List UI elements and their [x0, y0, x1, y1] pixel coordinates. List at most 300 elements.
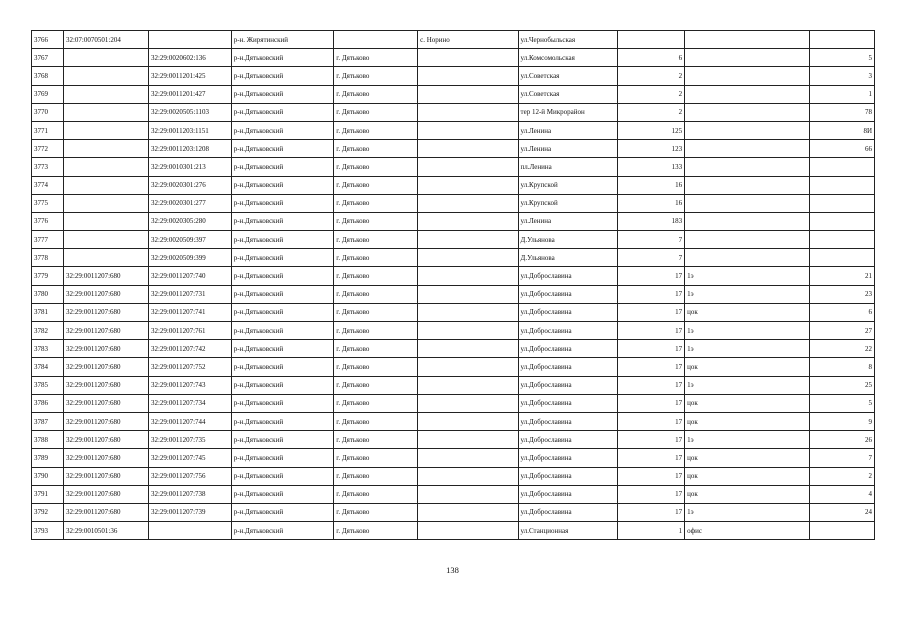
cell-row-index: 3770 — [32, 103, 64, 121]
cell-district: р-н.Дятьковский — [231, 376, 334, 394]
cell-cadastral-number: 32:29:0011207:756 — [148, 467, 231, 485]
cell-cadastral-parent: 32:29:0011207:680 — [63, 503, 148, 521]
cell-cadastral-number: 32:29:0011207:740 — [148, 267, 231, 285]
cell-cadastral-parent: 32:29:0011207:680 — [63, 267, 148, 285]
cell-street: ул.Доброславина — [518, 394, 617, 412]
cell-street: ул.Крупской — [518, 176, 617, 194]
cell-district: р-н.Дятьковский — [231, 503, 334, 521]
cell-cadastral-parent: 32:29:0010501:36 — [63, 522, 148, 540]
cell-city: г. Дятьково — [334, 249, 418, 267]
cell-street: Д.Ульянова — [518, 231, 617, 249]
cell-district: р-н.Дятьковский — [231, 412, 334, 430]
cell-locality — [418, 231, 518, 249]
cell-floor: 1э — [685, 285, 810, 303]
cell-house-number: 2 — [617, 103, 684, 121]
cell-street: ул.Доброславина — [518, 412, 617, 430]
cell-district: р-н.Дятьковский — [231, 431, 334, 449]
cell-floor: цок — [685, 358, 810, 376]
cell-district: р-н.Дятьковский — [231, 249, 334, 267]
cell-cadastral-number: 32:29:0011207:742 — [148, 340, 231, 358]
cell-floor: цок — [685, 394, 810, 412]
cell-row-index: 3782 — [32, 322, 64, 340]
cell-district: р-н. Жирятинский — [231, 31, 334, 49]
cell-apartment-number: 78 — [809, 103, 874, 121]
cell-floor: 1э — [685, 503, 810, 521]
cell-city: г. Дятьково — [334, 85, 418, 103]
cell-street: ул.Ленина — [518, 212, 617, 230]
cell-city — [334, 31, 418, 49]
table-row — [32, 485, 875, 503]
cell-cadastral-parent — [63, 249, 148, 267]
cell-locality — [418, 340, 518, 358]
cell-house-number: 17 — [617, 303, 684, 321]
cell-floor: цок — [685, 449, 810, 467]
cell-apartment-number: 21 — [809, 267, 874, 285]
cell-apartment-number: 27 — [809, 322, 874, 340]
cell-district: р-н.Дятьковский — [231, 140, 334, 158]
cell-city: г. Дятьково — [334, 67, 418, 85]
table-row — [32, 176, 875, 194]
table-row — [32, 412, 875, 430]
cell-cadastral-number: 32:29:0011207:752 — [148, 358, 231, 376]
cell-cadastral-number: 32:29:0011207:735 — [148, 431, 231, 449]
cell-city: г. Дятьково — [334, 467, 418, 485]
cell-locality — [418, 176, 518, 194]
cell-floor: цок — [685, 412, 810, 430]
cell-floor — [685, 176, 810, 194]
cell-city: г. Дятьково — [334, 376, 418, 394]
cell-apartment-number — [809, 158, 874, 176]
cell-house-number: 133 — [617, 158, 684, 176]
cell-floor: цок — [685, 303, 810, 321]
register-table — [31, 30, 875, 540]
cell-cadastral-number: 32:29:0011207:743 — [148, 376, 231, 394]
cell-cadastral-parent: 32:29:0011207:680 — [63, 285, 148, 303]
cell-house-number: 17 — [617, 285, 684, 303]
cell-cadastral-parent — [63, 140, 148, 158]
cell-apartment-number: 7 — [809, 449, 874, 467]
cell-apartment-number: 5 — [809, 394, 874, 412]
cell-row-index: 3786 — [32, 394, 64, 412]
table-row — [32, 340, 875, 358]
cell-apartment-number: 6 — [809, 303, 874, 321]
cell-apartment-number — [809, 522, 874, 540]
cell-district: р-н.Дятьковский — [231, 340, 334, 358]
table-row — [32, 358, 875, 376]
cell-row-index: 3788 — [32, 431, 64, 449]
table-row — [32, 449, 875, 467]
cell-house-number: 17 — [617, 340, 684, 358]
cell-cadastral-number: 32:29:0011203:1151 — [148, 121, 231, 139]
cell-cadastral-number — [148, 31, 231, 49]
cell-locality — [418, 522, 518, 540]
cell-apartment-number: 5 — [809, 49, 874, 67]
cell-row-index: 3783 — [32, 340, 64, 358]
cell-floor — [685, 49, 810, 67]
cell-cadastral-number: 32:29:0011201:425 — [148, 67, 231, 85]
cell-district: р-н.Дятьковский — [231, 121, 334, 139]
cell-city: г. Дятьково — [334, 212, 418, 230]
table-row — [32, 194, 875, 212]
cell-apartment-number: 26 — [809, 431, 874, 449]
cell-row-index: 3773 — [32, 158, 64, 176]
table-row — [32, 249, 875, 267]
cell-locality — [418, 431, 518, 449]
cell-row-index: 3791 — [32, 485, 64, 503]
cell-cadastral-number: 32:29:0011207:738 — [148, 485, 231, 503]
cell-cadastral-number: 32:29:0011207:745 — [148, 449, 231, 467]
cell-apartment-number: 8 — [809, 358, 874, 376]
cell-apartment-number — [809, 194, 874, 212]
cell-house-number: 1 — [617, 522, 684, 540]
table-row — [32, 431, 875, 449]
cell-house-number: 2 — [617, 67, 684, 85]
cell-street: ул.Доброславина — [518, 267, 617, 285]
cell-row-index: 3785 — [32, 376, 64, 394]
cell-cadastral-parent: 32:29:0011207:680 — [63, 412, 148, 430]
cell-city: г. Дятьково — [334, 522, 418, 540]
cell-house-number: 16 — [617, 194, 684, 212]
cell-cadastral-parent: 32:29:0011207:680 — [63, 376, 148, 394]
table-row — [32, 394, 875, 412]
cell-house-number: 125 — [617, 121, 684, 139]
table-row — [32, 503, 875, 521]
cell-row-index: 3778 — [32, 249, 64, 267]
cell-locality — [418, 322, 518, 340]
cell-house-number: 7 — [617, 249, 684, 267]
cell-house-number: 17 — [617, 394, 684, 412]
cell-locality — [418, 412, 518, 430]
cell-locality — [418, 194, 518, 212]
cell-house-number: 2 — [617, 85, 684, 103]
cell-row-index: 3779 — [32, 267, 64, 285]
cell-floor: цок — [685, 485, 810, 503]
cell-apartment-number: 8И — [809, 121, 874, 139]
cell-street: ул.Доброславина — [518, 340, 617, 358]
cell-cadastral-number: 32:29:0011207:731 — [148, 285, 231, 303]
cell-locality — [418, 358, 518, 376]
cell-cadastral-parent — [63, 231, 148, 249]
cell-street: ул.Крупской — [518, 194, 617, 212]
cell-city: г. Дятьково — [334, 340, 418, 358]
cell-house-number: 17 — [617, 485, 684, 503]
cell-row-index: 3781 — [32, 303, 64, 321]
cell-street: ул.Доброславина — [518, 449, 617, 467]
cell-row-index: 3789 — [32, 449, 64, 467]
cell-house-number: 17 — [617, 267, 684, 285]
cell-locality — [418, 376, 518, 394]
cell-street: ул.Советская — [518, 85, 617, 103]
cell-city: г. Дятьково — [334, 194, 418, 212]
cell-cadastral-parent — [63, 158, 148, 176]
cell-cadastral-parent: 32:29:0011207:680 — [63, 431, 148, 449]
cell-city: г. Дятьково — [334, 303, 418, 321]
cell-street: ул.Доброславина — [518, 503, 617, 521]
cell-row-index: 3771 — [32, 121, 64, 139]
cell-district: р-н.Дятьковский — [231, 67, 334, 85]
cell-cadastral-parent — [63, 103, 148, 121]
cell-floor — [685, 212, 810, 230]
cell-cadastral-parent — [63, 212, 148, 230]
cell-district: р-н.Дятьковский — [231, 231, 334, 249]
table-row — [32, 31, 875, 49]
cell-street: тер 12-й Микрорайон — [518, 103, 617, 121]
cell-house-number: 183 — [617, 212, 684, 230]
cell-street: ул.Доброславина — [518, 358, 617, 376]
cell-house-number: 6 — [617, 49, 684, 67]
table-row — [32, 140, 875, 158]
cell-city: г. Дятьково — [334, 412, 418, 430]
cell-cadastral-number: 32:29:0020305:280 — [148, 212, 231, 230]
cell-cadastral-number: 32:29:0020509:397 — [148, 231, 231, 249]
cell-district: р-н.Дятьковский — [231, 85, 334, 103]
cell-floor: 1э — [685, 340, 810, 358]
cell-row-index: 3777 — [32, 231, 64, 249]
cell-district: р-н.Дятьковский — [231, 358, 334, 376]
cell-locality — [418, 212, 518, 230]
cell-cadastral-parent: 32:29:0011207:680 — [63, 394, 148, 412]
cell-cadastral-number: 32:29:0011207:741 — [148, 303, 231, 321]
cell-apartment-number — [809, 212, 874, 230]
cell-row-index: 3784 — [32, 358, 64, 376]
table-row — [32, 522, 875, 540]
cell-city: г. Дятьково — [334, 176, 418, 194]
cell-street: ул.Комсомольская — [518, 49, 617, 67]
cell-district: р-н.Дятьковский — [231, 158, 334, 176]
cell-city: г. Дятьково — [334, 394, 418, 412]
cell-locality — [418, 485, 518, 503]
table-body — [32, 31, 875, 540]
cell-floor: цок — [685, 467, 810, 485]
cell-district: р-н.Дятьковский — [231, 212, 334, 230]
cell-locality — [418, 158, 518, 176]
cell-district: р-н.Дятьковский — [231, 394, 334, 412]
cell-row-index: 3790 — [32, 467, 64, 485]
cell-floor: офис — [685, 522, 810, 540]
cell-district: р-н.Дятьковский — [231, 49, 334, 67]
cell-cadastral-number: 32:29:0020301:277 — [148, 194, 231, 212]
cell-district: р-н.Дятьковский — [231, 449, 334, 467]
cell-city: г. Дятьково — [334, 485, 418, 503]
cell-floor: 1э — [685, 267, 810, 285]
cell-locality — [418, 249, 518, 267]
cell-apartment-number — [809, 231, 874, 249]
cell-row-index: 3769 — [32, 85, 64, 103]
cell-street: ул.Доброславина — [518, 322, 617, 340]
cell-district: р-н.Дятьковский — [231, 285, 334, 303]
cell-locality — [418, 67, 518, 85]
cell-cadastral-parent — [63, 67, 148, 85]
cell-floor — [685, 31, 810, 49]
cell-house-number: 17 — [617, 322, 684, 340]
cell-cadastral-number: 32:29:0011207:761 — [148, 322, 231, 340]
cell-cadastral-number: 32:29:0020301:276 — [148, 176, 231, 194]
table-row — [32, 267, 875, 285]
cell-street: ул.Доброславина — [518, 467, 617, 485]
cell-city: г. Дятьково — [334, 103, 418, 121]
cell-house-number: 17 — [617, 431, 684, 449]
cell-cadastral-number: 32:29:0011207:744 — [148, 412, 231, 430]
cell-locality — [418, 103, 518, 121]
cell-floor: 1э — [685, 322, 810, 340]
cell-house-number: 17 — [617, 358, 684, 376]
cell-row-index: 3793 — [32, 522, 64, 540]
cell-floor — [685, 158, 810, 176]
cell-district: р-н.Дятьковский — [231, 303, 334, 321]
cell-street: ул.Станционная — [518, 522, 617, 540]
cell-cadastral-parent: 32:07:0070501:204 — [63, 31, 148, 49]
cell-house-number: 16 — [617, 176, 684, 194]
cell-street: ул.Доброславина — [518, 485, 617, 503]
cell-cadastral-number: 32:29:0011201:427 — [148, 85, 231, 103]
table-row — [32, 121, 875, 139]
cell-apartment-number: 3 — [809, 67, 874, 85]
cell-city: г. Дятьково — [334, 140, 418, 158]
cell-district: р-н.Дятьковский — [231, 485, 334, 503]
cell-city: г. Дятьково — [334, 322, 418, 340]
table-row — [32, 67, 875, 85]
cell-city: г. Дятьково — [334, 49, 418, 67]
cell-cadastral-parent — [63, 85, 148, 103]
cell-locality — [418, 503, 518, 521]
page-number: 138 — [446, 565, 459, 575]
cell-cadastral-parent — [63, 176, 148, 194]
cell-row-index: 3766 — [32, 31, 64, 49]
cell-locality: с. Норино — [418, 31, 518, 49]
cell-floor — [685, 194, 810, 212]
cell-apartment-number — [809, 176, 874, 194]
cell-street: ул.Доброславина — [518, 285, 617, 303]
cell-floor — [685, 85, 810, 103]
cell-row-index: 3768 — [32, 67, 64, 85]
cell-floor — [685, 67, 810, 85]
cell-apartment-number: 66 — [809, 140, 874, 158]
cell-cadastral-number: 32:29:0010301:213 — [148, 158, 231, 176]
cell-locality — [418, 467, 518, 485]
cell-city: г. Дятьково — [334, 449, 418, 467]
cell-floor — [685, 103, 810, 121]
cell-city: г. Дятьково — [334, 358, 418, 376]
cell-locality — [418, 285, 518, 303]
cell-locality — [418, 121, 518, 139]
table-row — [32, 103, 875, 121]
cell-apartment-number — [809, 249, 874, 267]
cell-locality — [418, 303, 518, 321]
cell-district: р-н.Дятьковский — [231, 322, 334, 340]
table-row — [32, 85, 875, 103]
table-row — [32, 49, 875, 67]
cell-locality — [418, 267, 518, 285]
cell-floor — [685, 140, 810, 158]
cell-locality — [418, 49, 518, 67]
cell-street: ул.Доброславина — [518, 376, 617, 394]
cell-district: р-н.Дятьковский — [231, 522, 334, 540]
cell-locality — [418, 449, 518, 467]
cell-district: р-н.Дятьковский — [231, 176, 334, 194]
cell-city: г. Дятьково — [334, 285, 418, 303]
table-row — [32, 158, 875, 176]
cell-cadastral-parent: 32:29:0011207:680 — [63, 303, 148, 321]
cell-house-number: 17 — [617, 467, 684, 485]
cell-floor — [685, 231, 810, 249]
cell-street: ул.Ленина — [518, 140, 617, 158]
cell-street: ул.Чернобыльская — [518, 31, 617, 49]
cell-street: ул.Доброславина — [518, 431, 617, 449]
cell-cadastral-parent — [63, 121, 148, 139]
cell-locality — [418, 394, 518, 412]
table-row — [32, 285, 875, 303]
cell-house-number: 17 — [617, 449, 684, 467]
cell-cadastral-parent: 32:29:0011207:680 — [63, 467, 148, 485]
cell-cadastral-number — [148, 522, 231, 540]
cell-cadastral-number: 32:29:0020505:1103 — [148, 103, 231, 121]
cell-district: р-н.Дятьковский — [231, 103, 334, 121]
cell-row-index: 3780 — [32, 285, 64, 303]
cell-locality — [418, 85, 518, 103]
table-row — [32, 376, 875, 394]
table-row — [32, 467, 875, 485]
cell-house-number — [617, 31, 684, 49]
cell-cadastral-number: 32:29:0011207:739 — [148, 503, 231, 521]
cell-house-number: 123 — [617, 140, 684, 158]
cell-row-index: 3776 — [32, 212, 64, 230]
cell-district: р-н.Дятьковский — [231, 467, 334, 485]
cell-cadastral-number: 32:29:0011203:1208 — [148, 140, 231, 158]
cell-house-number: 7 — [617, 231, 684, 249]
cell-row-index: 3774 — [32, 176, 64, 194]
cell-street: ул.Ленина — [518, 121, 617, 139]
cell-cadastral-parent: 32:29:0011207:680 — [63, 485, 148, 503]
cell-street: ул.Советская — [518, 67, 617, 85]
cell-district: р-н.Дятьковский — [231, 194, 334, 212]
cell-cadastral-parent: 32:29:0011207:680 — [63, 322, 148, 340]
cell-city: г. Дятьково — [334, 231, 418, 249]
cell-floor: 1э — [685, 376, 810, 394]
cell-apartment-number — [809, 31, 874, 49]
cell-apartment-number: 1 — [809, 85, 874, 103]
cell-row-index: 3787 — [32, 412, 64, 430]
cell-floor — [685, 249, 810, 267]
cell-cadastral-number: 32:29:0011207:734 — [148, 394, 231, 412]
cell-cadastral-number: 32:29:0020602:136 — [148, 49, 231, 67]
cell-city: г. Дятьково — [334, 267, 418, 285]
cell-cadastral-parent — [63, 194, 148, 212]
cell-apartment-number: 9 — [809, 412, 874, 430]
cell-floor: 1э — [685, 431, 810, 449]
cell-street: пл.Ленина — [518, 158, 617, 176]
cell-row-index: 3792 — [32, 503, 64, 521]
cell-apartment-number: 23 — [809, 285, 874, 303]
cell-cadastral-parent — [63, 49, 148, 67]
cell-street: Д.Ульянова — [518, 249, 617, 267]
table-row — [32, 231, 875, 249]
cell-row-index: 3775 — [32, 194, 64, 212]
cell-row-index: 3772 — [32, 140, 64, 158]
cell-city: г. Дятьково — [334, 503, 418, 521]
cell-house-number: 17 — [617, 503, 684, 521]
table-row — [32, 212, 875, 230]
cell-floor — [685, 121, 810, 139]
cell-city: г. Дятьково — [334, 431, 418, 449]
cell-street: ул.Доброславина — [518, 303, 617, 321]
cell-house-number: 17 — [617, 376, 684, 394]
cell-locality — [418, 140, 518, 158]
cell-apartment-number: 2 — [809, 467, 874, 485]
cell-apartment-number: 4 — [809, 485, 874, 503]
cell-cadastral-parent: 32:29:0011207:680 — [63, 449, 148, 467]
cell-cadastral-parent: 32:29:0011207:680 — [63, 340, 148, 358]
cell-cadastral-parent: 32:29:0011207:680 — [63, 358, 148, 376]
